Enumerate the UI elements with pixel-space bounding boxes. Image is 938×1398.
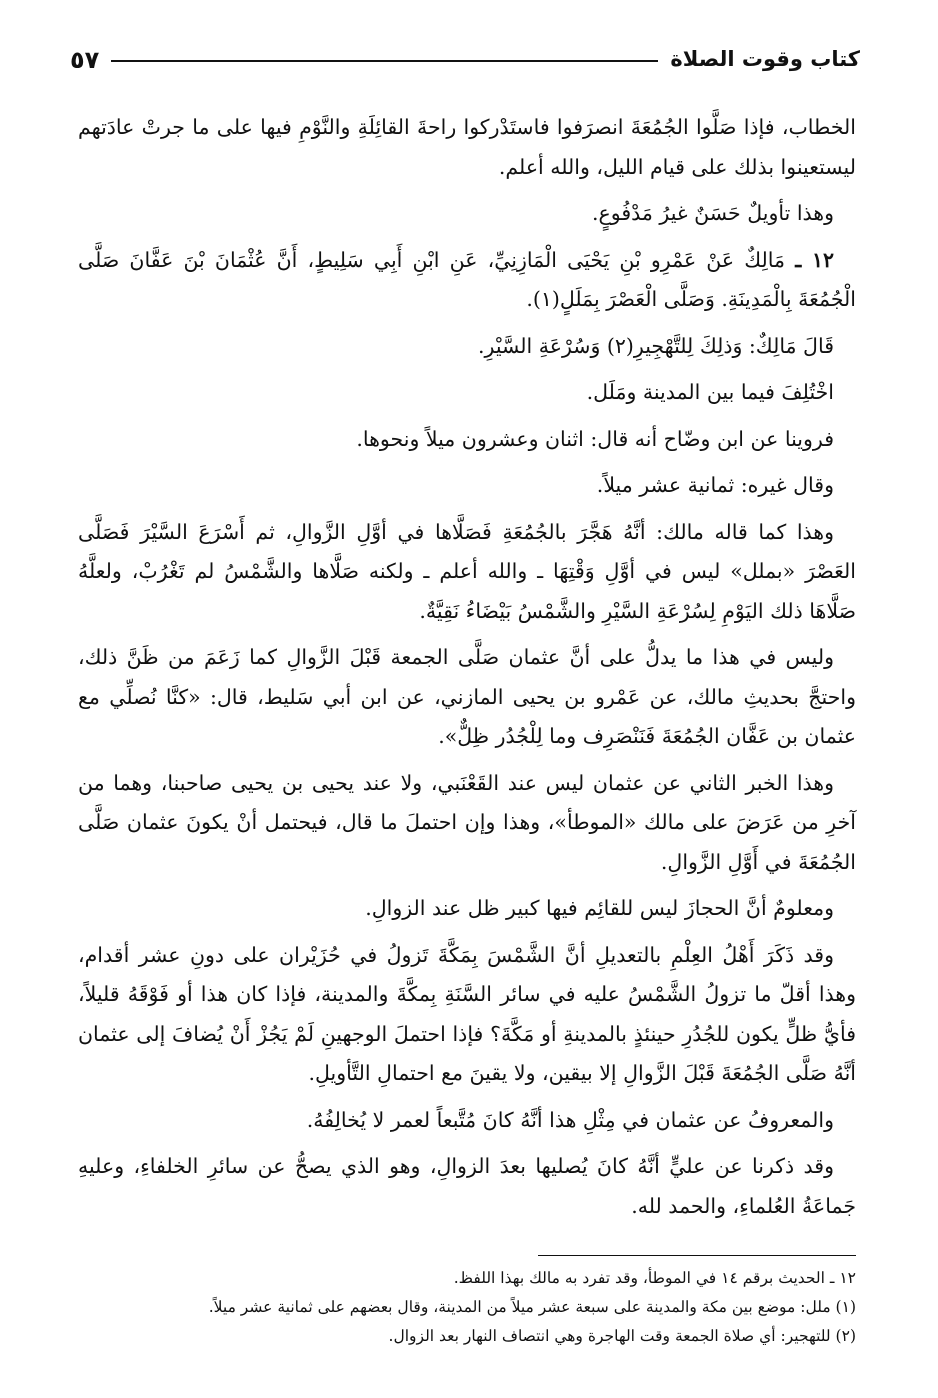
- footnote: ١٢ ـ الحديث برقم ١٤ في الموطأ، وقد تفرد به مالك بهذا اللفظ.: [453, 1269, 856, 1287]
- hadith-number: ١٢ ـ: [795, 247, 834, 272]
- paragraph: وهذا تأويلٌ حَسَنٌ غيرُ مَدْفُوعٍ.: [592, 201, 834, 225]
- header-rule: [111, 60, 658, 62]
- paragraph: وقد ذَكَرَ أَهْلُ العِلْمِ بالتعديلِ أنَّ الشَّمْسَ بِمَكَّةَ تَزولُ في حُزَيْران على دونِ عشر أقدام، وهذا أقلّ ما تزولُ الشَّمْسُ عليه في سائر السَّنَةِ بِمكَّةَ والمدينة، فإذا كان هذا أو فَوْقَهُ قليلاً، فأيُّ ظلٍّ يكون للجُدُرِ حينئذٍ بالمدينةِ أو مَكَّةَ؟ فإذا احتملَ الوجهينِ لَمْ يَجُزْ أَنْ يُضافَ إلى عثمان أنَّهُ صَلَّى الجُمُعَةَ قَبْلَ الزَّوالِ إلا بيقين، ولا يقينَ مع احتمالِ التَّأويلِ.: [78, 942, 856, 1085]
- paragraph: وهذا الخبر الثاني عن عثمان ليس عند القَعْنَبي، ولا عند يحيى بن يحيى صاحبنا، وهما من آخرِ من عَرَضَ على مالك «الموطأ»، وهذا وإن احتملَ ما قال، فيحتمل أنْ يكونَ عثمان صَلَّى الجُمُعَةَ في أَوَّلِ الزَّوالِ.: [78, 770, 856, 874]
- page-number: ٥٧: [70, 46, 100, 74]
- paragraph: وهذا كما قاله مالك: أنَّهُ هَجَّرَ بالجُمُعَةِ فَصَلَّاها في أوَّلِ الزَّوالِ، ثم أَسْرَعَ السَّيْرَ فَصَلَّى العَصْرَ «بملل» ليس في أوَّلِ وَقْتِهَا ـ والله أعلم ـ ولكنه صَلَّاها والشَّمْسُ لم تَغْرُبْ، ولعلَّهُ صَلَّاهَا ذلك اليَوْمِ لِسُرْعَةِ السَّيْرِ والشَّمْسُ بَيْضَاءُ نَقِيَّةٌ.: [78, 519, 856, 623]
- main-text: [78, 108, 856, 1233]
- paragraph: الخطاب، فإذا صَلَّوا الجُمُعَةَ انصرَفوا فاستَدْركوا راحةَ القائِلَةِ والنَّوْمِ فيها على ما جرتْ عادَتهم ليستعينوا بذلك على قيام الليل، والله أعلم.: [78, 115, 856, 179]
- footnote: (١) ملل: موضع بين مكة والمدينة على سبعة عشر ميلاً من المدينة، وقال بعضهم على ثمانية عشر ميلاً.: [208, 1298, 856, 1316]
- paragraph: اخْتُلِفَ فيما بين المدينة ومَلَل.: [586, 380, 834, 404]
- paragraph: وقال غيره: ثمانية عشر ميلاً.: [596, 473, 834, 497]
- paragraph: وليس في هذا ما يدلُّ على أنَّ عثمان صَلَّى الجمعة قَبْلَ الزَّوالِ كما زَعَمَ من ظَنَّ ذلك، واحتجَّ بحديثِ مالك، عن عَمْرو بن يحيى المازني، عن ابن أبي سَليط، قال: «كنَّا نُصلِّي مع عثمان بن عَفَّان الجُمُعَةَ فَنَنْصَرِف وما لِلْجُدُر ظِلٌّ».: [78, 645, 856, 748]
- paragraph: ومعلومٌ أنَّ الحجازَ ليس للقائِم فيها كبير ظل عند الزوالِ.: [365, 896, 834, 920]
- footnote-separator: [538, 1255, 856, 1256]
- paragraph: فروينا عن ابن وضّاح أنه قال: اثنان وعشرون ميلاً ونحوها.: [356, 426, 834, 451]
- hadith-paragraph: [78, 241, 856, 320]
- paragraph: والمعروفُ عن عثمان في مِثْلِ هذا أنَّهُ كانَ مُتَّبعاً لعمر لا يُخالِفُهُ.: [306, 1107, 834, 1132]
- paragraph: قَالَ مَالِكٌ: وَذلِكَ لِلتَّهْجِيرِ(٢) وَسُرْعَةِ السَّيْرِ.: [478, 333, 834, 358]
- running-header: [70, 34, 860, 74]
- footnotes: [78, 1264, 856, 1351]
- paragraph: وقد ذكرنا عن عليٍّ أنَّهُ كانَ يُصليها بعدَ الزوالِ، وهو الذي يصحُّ عن سائرِ الخلفاءِ، وعليهِ جَماعَةُ العُلماءِ، والحمد لله.: [78, 1154, 856, 1218]
- hadith-text: مَالِكٌ عَنْ عَمْرِو بْنِ يَحْيَى الْمَازِنِيِّ، عَنِ ابْنِ أَبِي سَلِيطٍ، أَنَّ عُثْمَانَ بْنَ عَفَّانَ صَلَّى الْجُمُعَةَ بِالْمَدِينَةِ. وَصَلَّى الْعَصْرَ بِمَلَلٍ(١).: [78, 247, 856, 311]
- chapter-title: كتاب وقوت الصلاة: [670, 47, 860, 71]
- footnote: (٢) للتهجير: أي صلاة الجمعة وقت الهاجرة وهي انتصاف النهار بعد الزوال.: [388, 1327, 856, 1345]
